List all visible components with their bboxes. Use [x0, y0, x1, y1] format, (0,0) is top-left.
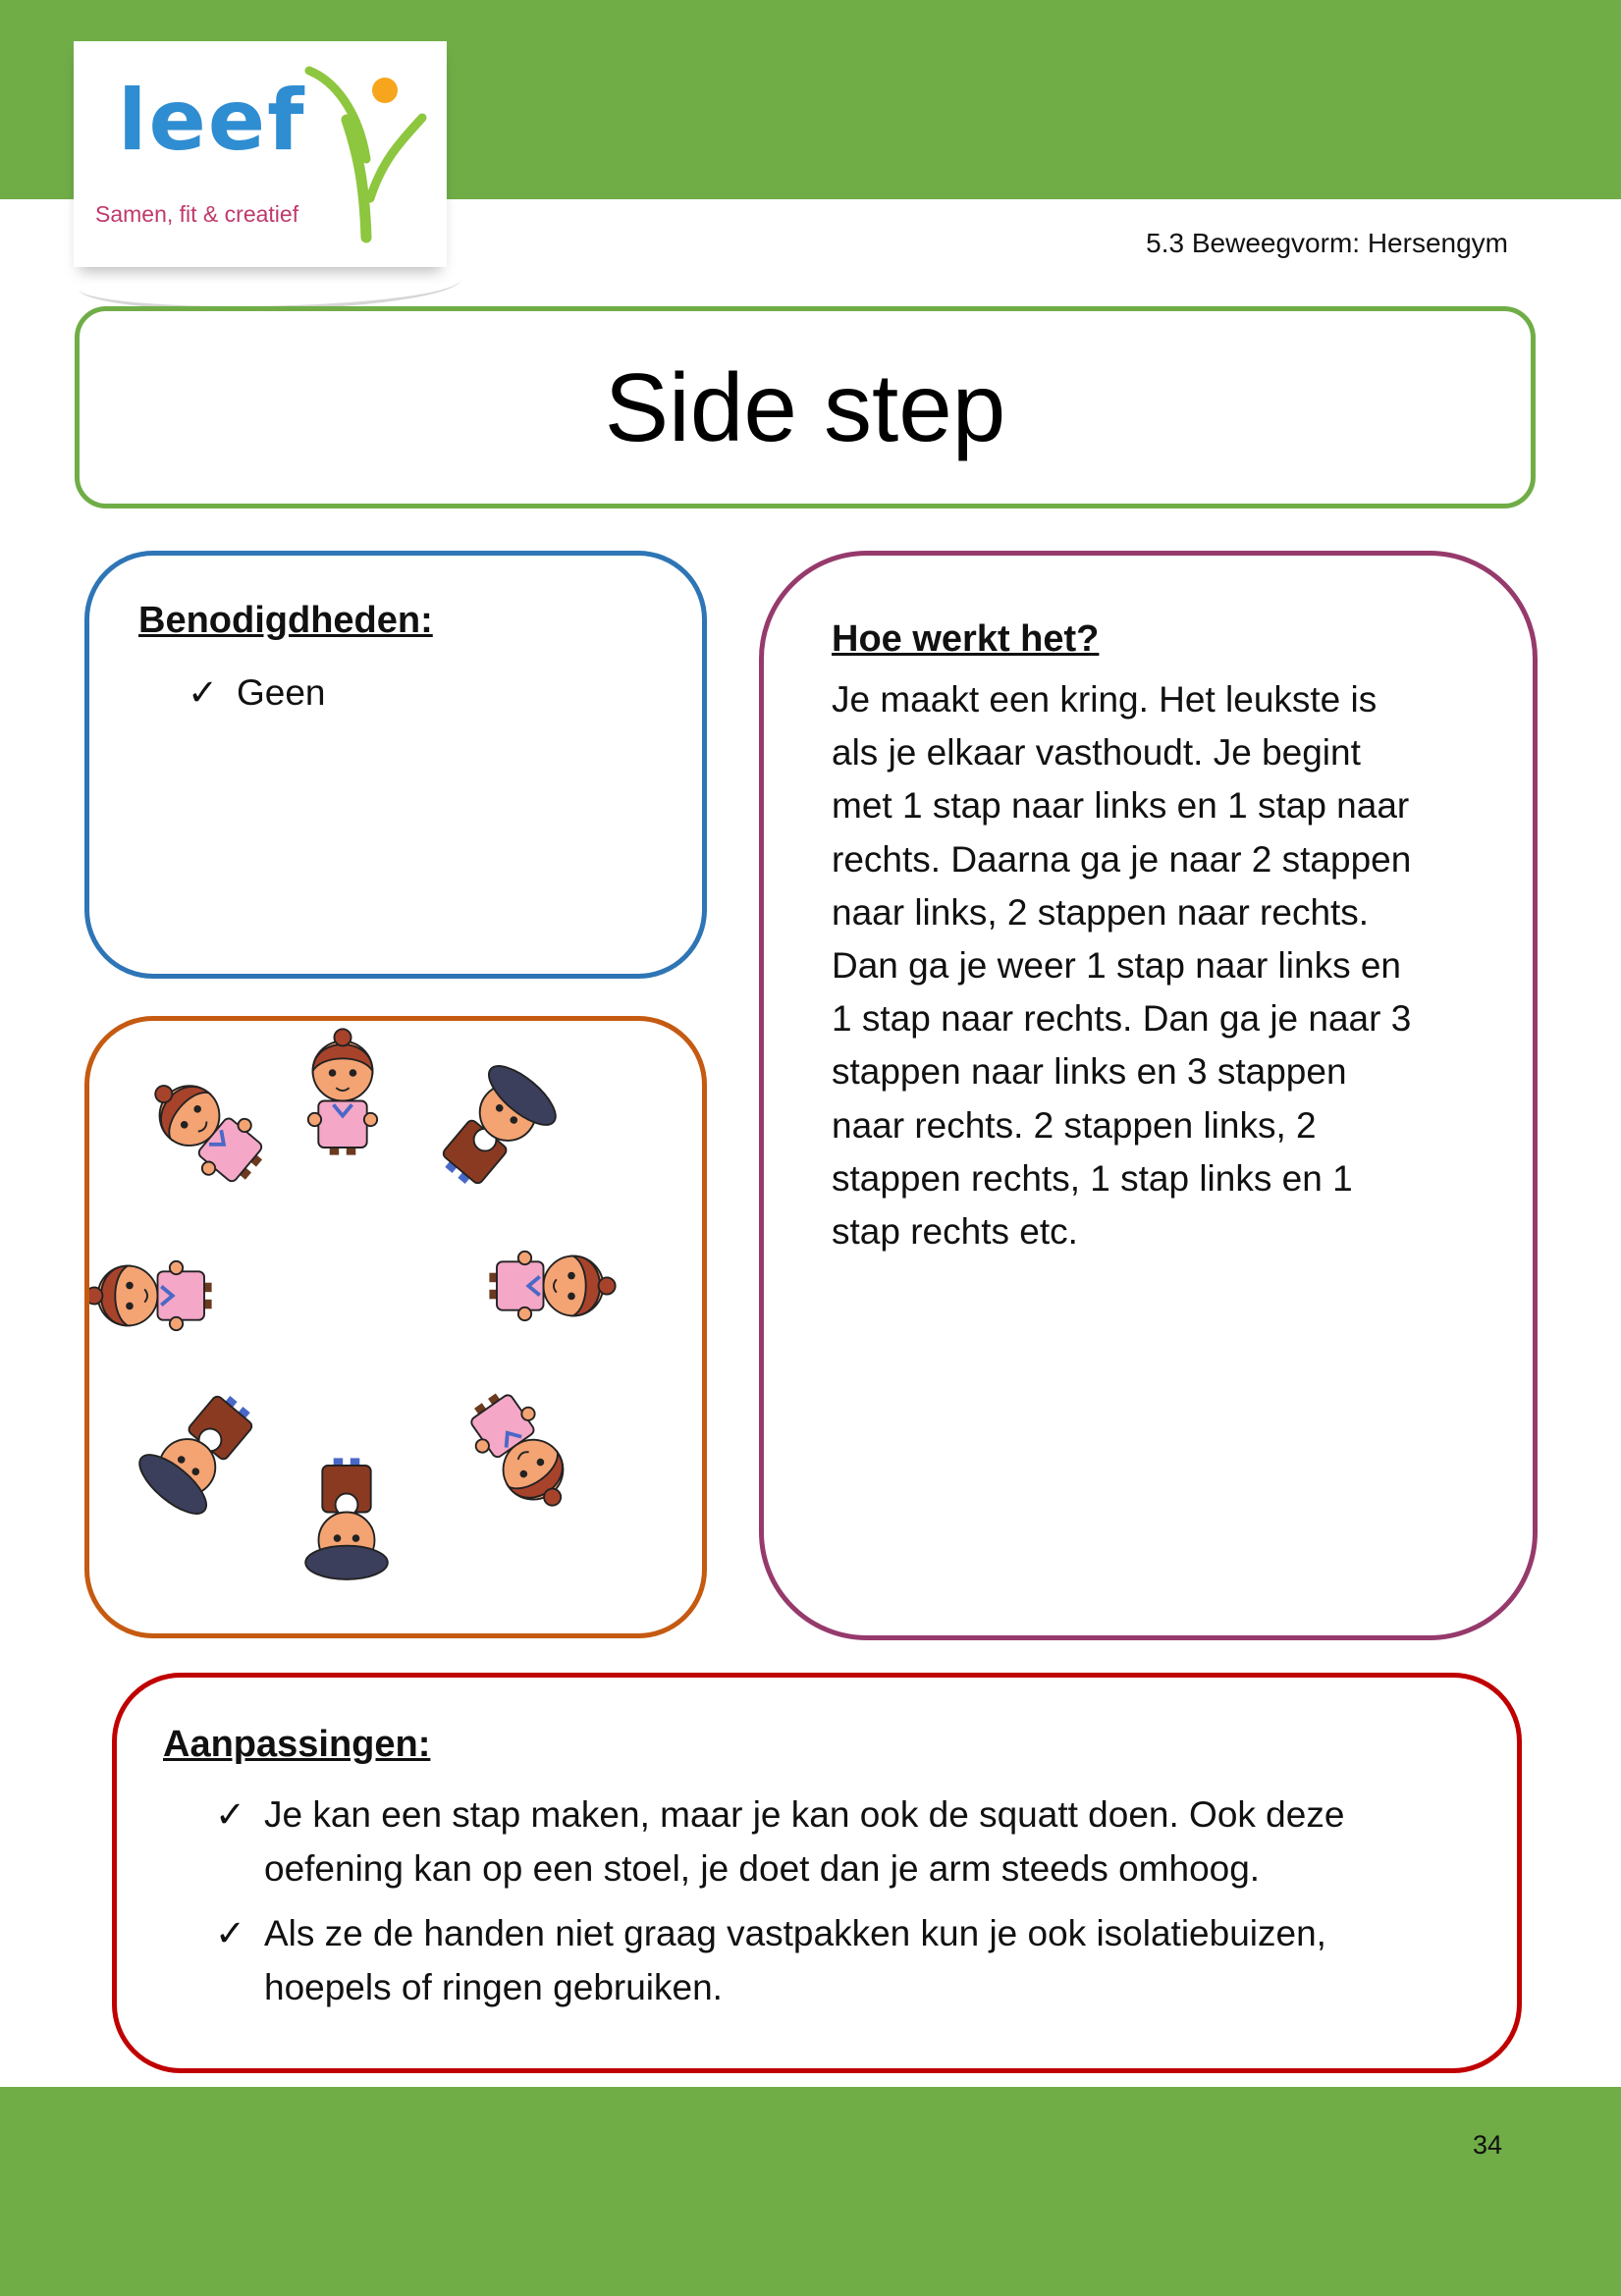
benodigdheden-list	[188, 667, 326, 720]
illustration-box	[84, 1016, 707, 1638]
checkmark-icon: ✓	[215, 1912, 246, 1954]
leef-logo	[74, 41, 447, 267]
checkmark-icon: ✓	[215, 1793, 246, 1836]
instruction-line: Je maakt een kring. Het leukste is	[832, 679, 1378, 720]
page-title: Side step	[604, 353, 1006, 461]
title-box	[75, 306, 1536, 508]
instructions-text	[832, 673, 1499, 1258]
kid-figure	[489, 1252, 615, 1320]
logo-figure-icon	[241, 51, 437, 257]
kid-figure	[308, 1029, 377, 1154]
list-item-text: Je kan een stap maken, maar je kan ook de squatt doen. Ook deze oefening kan op een stoel, je doet dan je arm steeds omhoog.	[264, 1794, 1345, 1889]
instruction-line: Dan ga je weer 1 stap naar links en	[832, 945, 1402, 987]
instruction-line: naar rechts. 2 stappen links, 2	[832, 1104, 1317, 1146]
benodigdheden-heading: Benodigdheden:	[138, 600, 433, 641]
footer-band	[0, 2087, 1621, 2296]
instruction-line: met 1 stap naar links en 1 stap naar	[832, 785, 1410, 827]
kid-figure	[135, 1062, 276, 1196]
instruction-line: rechts. Daarna ga je naar 2 stappen	[832, 838, 1412, 880]
section-label: 5.3 Beweegvorm: Hersengym	[1146, 228, 1508, 258]
instruction-line: stap rechts etc.	[832, 1211, 1078, 1253]
kids-in-circle-illustration	[89, 1021, 702, 1633]
list-item-text: Als ze de handen niet graag vastpakken kun je ook isolatiebuizen, hoepels of ringen gebruiken.	[264, 1913, 1326, 2007]
list-item	[215, 1789, 1452, 1896]
logo-word: leef	[118, 72, 306, 170]
benodigdheden-box	[84, 551, 707, 979]
aanpassingen-heading: Aanpassingen:	[163, 1724, 431, 1765]
kid-figure	[305, 1458, 388, 1579]
list-item	[188, 667, 326, 720]
kid-figure	[457, 1381, 585, 1523]
page-number: 34	[1473, 2130, 1503, 2160]
checkmark-icon: ✓	[188, 671, 219, 714]
hoe-werkt-het-box	[759, 551, 1538, 1640]
logo-tagline: Samen, fit & creatief	[95, 201, 299, 227]
instruction-line: als je elkaar vasthoudt. Je begint	[832, 732, 1361, 774]
aanpassingen-box	[112, 1673, 1522, 2073]
kid-figure	[89, 1261, 212, 1330]
kid-figure	[423, 1056, 564, 1201]
instruction-line: stappen rechts, 1 stap links en 1	[832, 1157, 1353, 1199]
list-item-text: Geen	[237, 672, 326, 713]
instruction-line: stappen naar links en 3 stappen	[832, 1051, 1347, 1093]
aanpassingen-list	[215, 1789, 1452, 2014]
kid-figure	[131, 1378, 271, 1523]
hoe-werkt-het-heading: Hoe werkt het?	[832, 618, 1100, 660]
list-item	[215, 1907, 1452, 2014]
instruction-line: naar links, 2 stappen naar rechts.	[832, 891, 1370, 933]
instruction-line: 1 stap naar rechts. Dan ga je naar 3	[832, 998, 1412, 1040]
